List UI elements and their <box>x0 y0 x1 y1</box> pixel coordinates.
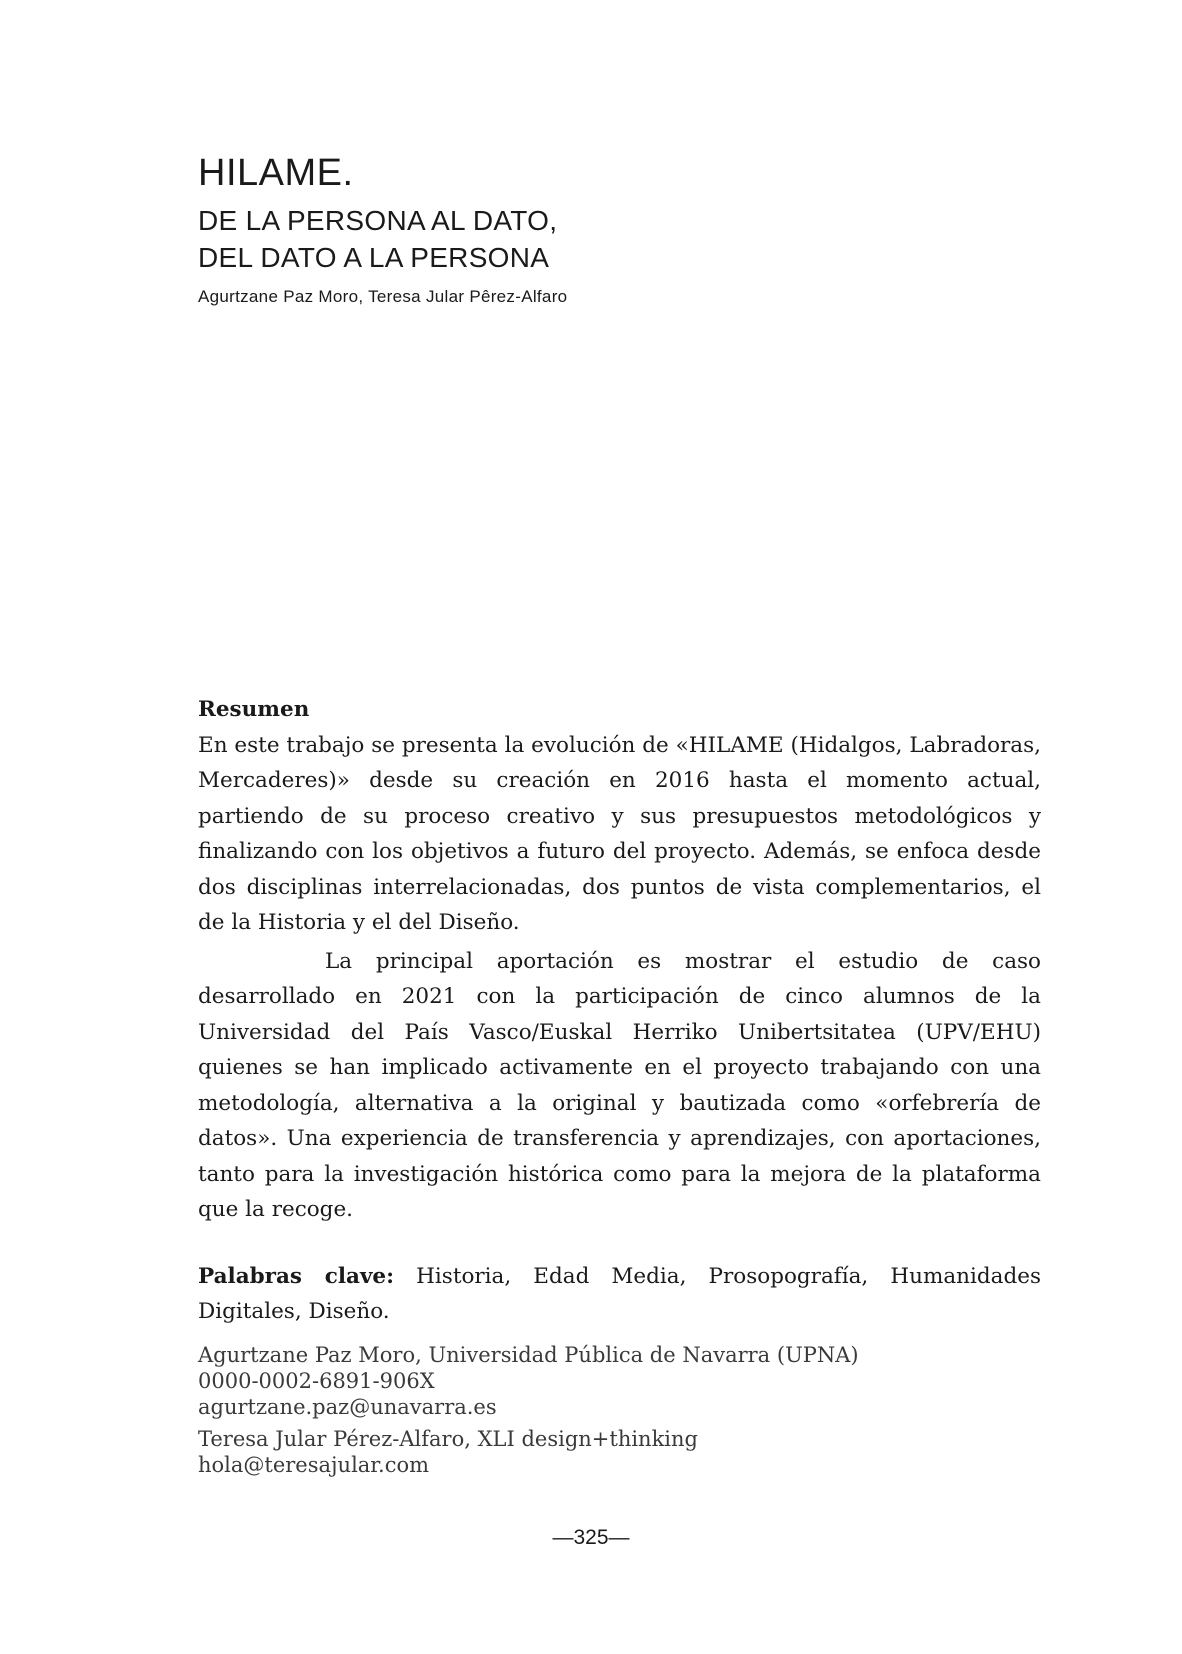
affiliation-name: Teresa Jular Pérez-Alfaro, XLI design+thinking <box>198 1427 698 1451</box>
page-number: —325— <box>552 1526 630 1549</box>
article-subtitle <box>198 202 1018 276</box>
abstract-heading: Resumen <box>198 697 310 722</box>
keywords-label: Palabras clave: <box>198 1263 395 1289</box>
subtitle-line-1: DE LA PERSONA AL DATO, <box>198 205 558 236</box>
affiliation-author-1 <box>198 1342 898 1420</box>
email: agurtzane.paz@unavarra.es <box>198 1395 497 1419</box>
email: hola@teresajular.com <box>198 1453 430 1477</box>
affiliation-name: Agurtzane Paz Moro, Universidad Pública de Navarra (UPNA) <box>198 1343 859 1367</box>
abstract-section <box>198 692 1041 1330</box>
keywords <box>198 1259 1041 1330</box>
abstract-paragraph-2: La principal aportación es mostrar el estudio de caso desarrollado en 2021 con la participación de cinco alumnos de la Universidad del País Vasco/Euskal Herriko Unibertsitatea (UPV/EHU) quienes se han implicado activamente en el proyecto trabajando con una metodología, alternativa a la original y bautizada como «orfebrería de datos». Una experiencia de transferencia y aprendizajes, con aportaciones, tanto para la investigación histórica como para la mejora de la plataforma que la recoge. <box>198 948 1041 1222</box>
affiliation-author-2 <box>198 1426 898 1478</box>
author-affiliations <box>198 1342 898 1478</box>
article-authors: Agurtzane Paz Moro, Teresa Jular Pêrez-Alfaro <box>198 287 568 306</box>
abstract-paragraph-1: En este trabajo se presenta la evolución de «HILAME (Hidalgos, Labradoras, Mercaderes)» desde su creación en 2016 hasta el momento actual, partiendo de su proceso creativo y sus presupuestos metodológicos y finalizando con los objetivos a futuro del proyecto. Además, se enfoca desde dos disciplinas interrelacionadas, dos puntos de vista complementarios, el de la Historia y el del Diseño. <box>198 732 1041 935</box>
subtitle-line-2: DEL DATO A LA PERSONA <box>198 242 550 273</box>
article-title: HILAME. <box>198 152 354 194</box>
title-block <box>198 150 1018 308</box>
orcid: 0000-0002-6891-906X <box>198 1369 435 1393</box>
keywords-list: Historia, Edad Media, Prosopografía, Humanidades Digitales, Diseño. <box>198 1263 1041 1324</box>
